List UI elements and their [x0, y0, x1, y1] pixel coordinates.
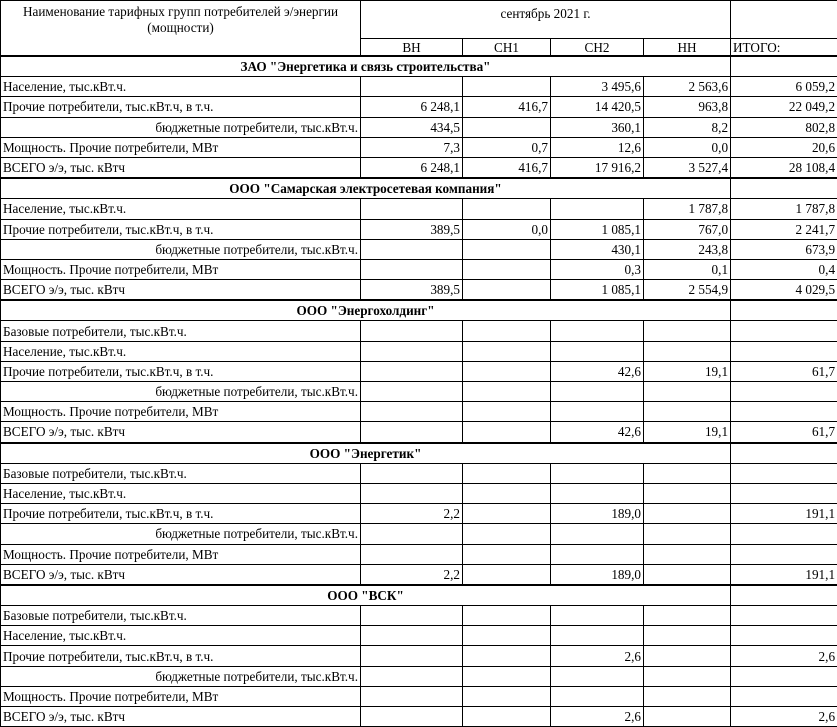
value-cell-total: 0,4	[731, 259, 837, 279]
table-row	[1, 199, 837, 219]
row-label: Мощность. Прочие потребители, МВт	[1, 259, 361, 279]
value-cell-vn	[361, 402, 463, 422]
value-cell-sn1	[463, 686, 551, 706]
value-cell-sn2	[551, 626, 644, 646]
value-cell-nn	[644, 707, 731, 727]
value-cell-nn: 243,8	[644, 239, 731, 259]
value-cell-sn1	[463, 483, 551, 503]
section-blank-cell	[731, 300, 837, 321]
value-cell-vn: 2,2	[361, 564, 463, 585]
value-cell-nn	[644, 646, 731, 666]
value-cell-sn1: 0,0	[463, 219, 551, 239]
value-cell-vn	[361, 606, 463, 626]
value-cell-total: 1 787,8	[731, 199, 837, 219]
value-cell-total: 673,9	[731, 239, 837, 259]
table-row	[1, 564, 837, 585]
value-cell-sn2: 12,6	[551, 137, 644, 157]
value-cell-sn2	[551, 382, 644, 402]
value-cell-nn	[644, 321, 731, 341]
value-cell-sn2: 360,1	[551, 117, 644, 137]
table-row	[1, 544, 837, 564]
value-cell-total	[731, 463, 837, 483]
value-cell-sn1	[463, 626, 551, 646]
table-row	[1, 97, 837, 117]
table-row	[1, 422, 837, 443]
section-header-row	[1, 443, 837, 464]
value-cell-sn2: 430,1	[551, 239, 644, 259]
value-cell-nn	[644, 524, 731, 544]
row-label: Прочие потребители, тыс.кВт.ч, в т.ч.	[1, 219, 361, 239]
value-cell-total	[731, 666, 837, 686]
row-label: бюджетные потребители, тыс.кВт.ч.	[1, 666, 361, 686]
value-cell-sn2: 2,6	[551, 646, 644, 666]
value-cell-total	[731, 382, 837, 402]
value-cell-sn1	[463, 117, 551, 137]
value-cell-sn1	[463, 280, 551, 301]
value-cell-total	[731, 321, 837, 341]
value-cell-vn	[361, 77, 463, 97]
section-title: ООО "Энергохолдинг"	[1, 300, 731, 321]
header-row	[1, 1, 837, 39]
value-cell-vn	[361, 463, 463, 483]
value-cell-nn	[644, 341, 731, 361]
value-cell-sn2: 42,6	[551, 422, 644, 443]
value-cell-sn1	[463, 463, 551, 483]
value-cell-sn2: 42,6	[551, 361, 644, 381]
value-cell-sn2	[551, 606, 644, 626]
section-blank-cell	[731, 178, 837, 199]
value-cell-sn1	[463, 361, 551, 381]
value-cell-sn1	[463, 544, 551, 564]
value-cell-nn	[644, 666, 731, 686]
value-cell-sn2	[551, 666, 644, 686]
table-row	[1, 280, 837, 301]
value-cell-sn1	[463, 239, 551, 259]
value-cell-nn: 767,0	[644, 219, 731, 239]
section-blank-cell	[731, 56, 837, 77]
value-cell-vn: 6 248,1	[361, 97, 463, 117]
value-cell-nn	[644, 606, 731, 626]
value-cell-vn: 389,5	[361, 219, 463, 239]
value-cell-sn1	[463, 524, 551, 544]
value-cell-nn: 0,1	[644, 259, 731, 279]
value-cell-vn	[361, 239, 463, 259]
value-cell-total: 2 241,7	[731, 219, 837, 239]
table-row	[1, 504, 837, 524]
value-cell-sn1: 0,7	[463, 137, 551, 157]
value-cell-vn	[361, 666, 463, 686]
table-row	[1, 686, 837, 706]
value-cell-vn	[361, 361, 463, 381]
col-header-sn2: СН2	[551, 39, 644, 57]
row-label: Базовые потребители, тыс.кВт.ч.	[1, 463, 361, 483]
section-title: ЗАО "Энергетика и связь строительства"	[1, 56, 731, 77]
value-cell-vn	[361, 321, 463, 341]
value-cell-sn2	[551, 483, 644, 503]
row-label: Базовые потребители, тыс.кВт.ч.	[1, 321, 361, 341]
section-header-row	[1, 56, 837, 77]
row-label: Мощность. Прочие потребители, МВт	[1, 402, 361, 422]
section-blank-cell	[731, 443, 837, 464]
row-label: Население, тыс.кВт.ч.	[1, 483, 361, 503]
value-cell-nn: 2 563,6	[644, 77, 731, 97]
month-header: сентябрь 2021 г.	[361, 1, 731, 39]
value-cell-sn2: 17 916,2	[551, 157, 644, 178]
value-cell-nn	[644, 504, 731, 524]
value-cell-nn: 2 554,9	[644, 280, 731, 301]
table-row	[1, 626, 837, 646]
value-cell-total	[731, 524, 837, 544]
table-row	[1, 361, 837, 381]
table-row	[1, 382, 837, 402]
value-cell-total: 61,7	[731, 422, 837, 443]
table-row	[1, 524, 837, 544]
row-label: Базовые потребители, тыс.кВт.ч.	[1, 606, 361, 626]
value-cell-sn1	[463, 402, 551, 422]
value-cell-sn1	[463, 564, 551, 585]
value-cell-sn1	[463, 341, 551, 361]
row-label: ВСЕГО э/э, тыс. кВтч	[1, 422, 361, 443]
value-cell-total: 802,8	[731, 117, 837, 137]
value-cell-sn1: 416,7	[463, 97, 551, 117]
value-cell-nn: 0,0	[644, 137, 731, 157]
value-cell-sn2	[551, 524, 644, 544]
table-row	[1, 666, 837, 686]
value-cell-sn2	[551, 402, 644, 422]
value-cell-nn	[644, 544, 731, 564]
value-cell-total: 191,1	[731, 504, 837, 524]
table-row	[1, 463, 837, 483]
value-cell-sn1	[463, 666, 551, 686]
value-cell-total	[731, 626, 837, 646]
value-cell-nn: 8,2	[644, 117, 731, 137]
value-cell-total	[731, 606, 837, 626]
value-cell-nn	[644, 382, 731, 402]
value-cell-total: 4 029,5	[731, 280, 837, 301]
value-cell-vn: 389,5	[361, 280, 463, 301]
value-cell-sn1: 416,7	[463, 157, 551, 178]
value-cell-total	[731, 544, 837, 564]
value-cell-total	[731, 341, 837, 361]
value-cell-sn2	[551, 463, 644, 483]
col-header-vn: ВН	[361, 39, 463, 57]
col-header-sn1: СН1	[463, 39, 551, 57]
section-title: ООО "Энергетик"	[1, 443, 731, 464]
value-cell-total: 6 059,2	[731, 77, 837, 97]
value-cell-nn: 19,1	[644, 422, 731, 443]
row-label: ВСЕГО э/э, тыс. кВтч	[1, 280, 361, 301]
value-cell-sn1	[463, 707, 551, 727]
table-row	[1, 646, 837, 666]
section-header-row	[1, 300, 837, 321]
row-label: ВСЕГО э/э, тыс. кВтч	[1, 157, 361, 178]
consumer-group-header: Наименование тарифных групп потребителей э/энергии (мощности)	[1, 1, 361, 57]
value-cell-sn2	[551, 686, 644, 706]
value-cell-sn2	[551, 199, 644, 219]
row-label: Прочие потребители, тыс.кВт.ч, в т.ч.	[1, 646, 361, 666]
row-label: бюджетные потребители, тыс.кВт.ч.	[1, 524, 361, 544]
value-cell-vn	[361, 341, 463, 361]
table-row	[1, 157, 837, 178]
value-cell-vn: 2,2	[361, 504, 463, 524]
table-row	[1, 606, 837, 626]
row-label: Прочие потребители, тыс.кВт.ч, в т.ч.	[1, 97, 361, 117]
value-cell-sn2: 189,0	[551, 504, 644, 524]
row-label: ВСЕГО э/э, тыс. кВтч	[1, 707, 361, 727]
table-row	[1, 239, 837, 259]
value-cell-sn1	[463, 606, 551, 626]
value-cell-vn	[361, 483, 463, 503]
value-cell-vn: 6 248,1	[361, 157, 463, 178]
table-row	[1, 259, 837, 279]
value-cell-total: 20,6	[731, 137, 837, 157]
row-label: Мощность. Прочие потребители, МВт	[1, 137, 361, 157]
value-cell-sn1	[463, 504, 551, 524]
table-row	[1, 117, 837, 137]
value-cell-vn	[361, 707, 463, 727]
header-blank-cell	[731, 1, 837, 39]
value-cell-sn2: 189,0	[551, 564, 644, 585]
value-cell-nn	[644, 402, 731, 422]
table-row	[1, 707, 837, 727]
value-cell-vn	[361, 646, 463, 666]
value-cell-vn: 434,5	[361, 117, 463, 137]
value-cell-vn	[361, 422, 463, 443]
table-row	[1, 77, 837, 97]
value-cell-total: 61,7	[731, 361, 837, 381]
value-cell-sn2: 0,3	[551, 259, 644, 279]
value-cell-vn	[361, 382, 463, 402]
row-label: Население, тыс.кВт.ч.	[1, 626, 361, 646]
value-cell-vn	[361, 524, 463, 544]
value-cell-total: 2,6	[731, 707, 837, 727]
section-title: ООО "ВСК"	[1, 585, 731, 606]
section-header-row	[1, 178, 837, 199]
table-row	[1, 219, 837, 239]
value-cell-nn	[644, 626, 731, 646]
value-cell-sn2	[551, 341, 644, 361]
value-cell-sn1	[463, 646, 551, 666]
value-cell-total: 2,6	[731, 646, 837, 666]
row-label: Прочие потребители, тыс.кВт.ч, в т.ч.	[1, 504, 361, 524]
table-row	[1, 483, 837, 503]
value-cell-sn1	[463, 321, 551, 341]
row-label: Мощность. Прочие потребители, МВт	[1, 686, 361, 706]
table-row	[1, 402, 837, 422]
value-cell-nn: 19,1	[644, 361, 731, 381]
row-label: Население, тыс.кВт.ч.	[1, 199, 361, 219]
row-label: бюджетные потребители, тыс.кВт.ч.	[1, 382, 361, 402]
row-label: Прочие потребители, тыс.кВт.ч, в т.ч.	[1, 361, 361, 381]
value-cell-total: 28 108,4	[731, 157, 837, 178]
value-cell-sn1	[463, 259, 551, 279]
value-cell-vn	[361, 544, 463, 564]
value-cell-nn	[644, 686, 731, 706]
value-cell-vn	[361, 199, 463, 219]
value-cell-sn1	[463, 199, 551, 219]
section-title: ООО "Самарская электросетевая компания"	[1, 178, 731, 199]
row-label: Население, тыс.кВт.ч.	[1, 77, 361, 97]
value-cell-sn2	[551, 321, 644, 341]
value-cell-total	[731, 402, 837, 422]
value-cell-nn	[644, 564, 731, 585]
row-label: Мощность. Прочие потребители, МВт	[1, 544, 361, 564]
value-cell-nn: 963,8	[644, 97, 731, 117]
value-cell-nn: 1 787,8	[644, 199, 731, 219]
value-cell-vn	[361, 686, 463, 706]
value-cell-total: 191,1	[731, 564, 837, 585]
value-cell-nn	[644, 463, 731, 483]
value-cell-total	[731, 686, 837, 706]
section-blank-cell	[731, 585, 837, 606]
col-header-total: ИТОГО:	[731, 39, 837, 57]
value-cell-sn2	[551, 544, 644, 564]
row-label: ВСЕГО э/э, тыс. кВтч	[1, 564, 361, 585]
table-row	[1, 137, 837, 157]
col-header-nn: НН	[644, 39, 731, 57]
row-label: бюджетные потребители, тыс.кВт.ч.	[1, 239, 361, 259]
table-body	[1, 1, 837, 727]
value-cell-total: 22 049,2	[731, 97, 837, 117]
value-cell-total	[731, 483, 837, 503]
value-cell-sn1	[463, 77, 551, 97]
section-header-row	[1, 585, 837, 606]
value-cell-nn	[644, 483, 731, 503]
value-cell-sn2: 14 420,5	[551, 97, 644, 117]
value-cell-sn2: 1 085,1	[551, 280, 644, 301]
value-cell-nn: 3 527,4	[644, 157, 731, 178]
value-cell-sn1	[463, 422, 551, 443]
table-row	[1, 341, 837, 361]
value-cell-sn2: 1 085,1	[551, 219, 644, 239]
value-cell-vn	[361, 259, 463, 279]
value-cell-vn	[361, 626, 463, 646]
value-cell-sn2: 2,6	[551, 707, 644, 727]
table-row	[1, 321, 837, 341]
value-cell-sn1	[463, 382, 551, 402]
value-cell-vn: 7,3	[361, 137, 463, 157]
row-label: Население, тыс.кВт.ч.	[1, 341, 361, 361]
row-label: бюджетные потребители, тыс.кВт.ч.	[1, 117, 361, 137]
value-cell-sn2: 3 495,6	[551, 77, 644, 97]
